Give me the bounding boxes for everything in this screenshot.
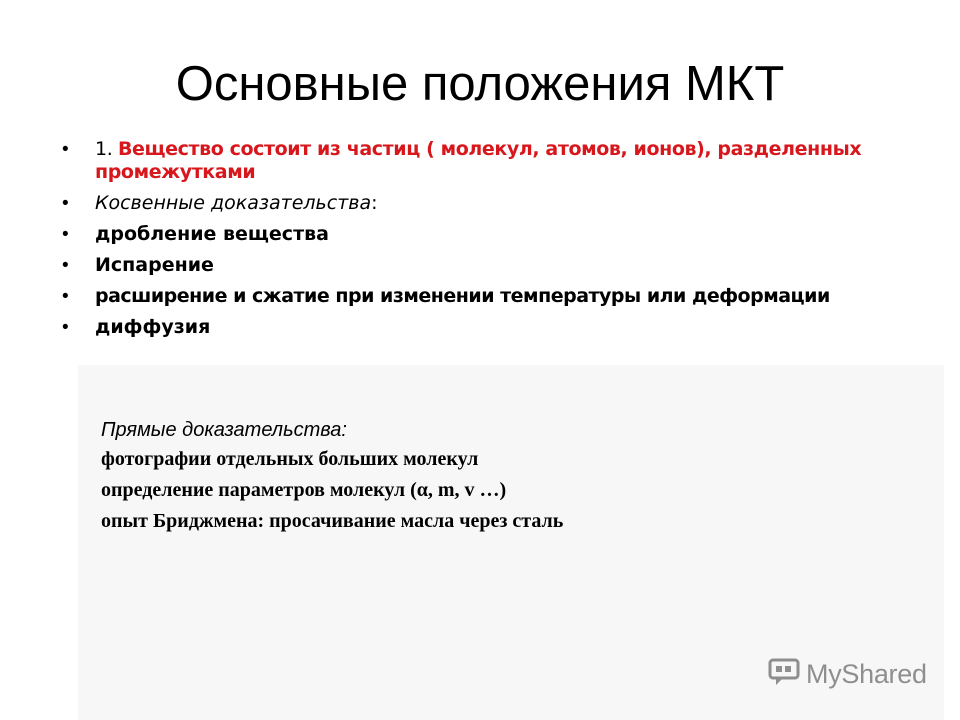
- list-item: [62, 192, 922, 215]
- item-text-highlight: Вещество состоит из частиц ( молекул, атомов, ионов), разделенных промежутками: [95, 138, 862, 183]
- direct-evidence-heading: [101, 416, 921, 444]
- direct-evidence-line: определение параметров молекул (α, m, v …): [101, 479, 507, 501]
- watermark: [768, 657, 927, 692]
- item-suffix: :: [371, 192, 378, 214]
- bullet-list: [62, 138, 922, 347]
- bullet-icon: •: [62, 224, 69, 245]
- item-number: 1.: [95, 138, 118, 160]
- direct-evidence-line: фотографии отдельных больших молекул: [101, 448, 479, 470]
- myshared-logo-icon: [768, 657, 802, 692]
- heading-text: Прямые доказательства: [101, 419, 342, 441]
- direct-evidence-line: опыт Бриджмена: просачивание масла через сталь: [101, 510, 564, 532]
- bullet-icon: •: [62, 255, 69, 276]
- item-text: Испарение: [95, 254, 214, 276]
- item-text: Косвенные доказательства: [95, 192, 372, 214]
- bullet-icon: •: [62, 139, 69, 160]
- list-item: [62, 316, 922, 339]
- bullet-icon: •: [62, 193, 69, 214]
- list-item: [62, 138, 922, 184]
- item-text: расширение и сжатие при изменении температуры или деформации: [95, 285, 830, 307]
- bullet-icon: •: [62, 286, 69, 307]
- watermark-text: MyShared: [806, 659, 927, 689]
- list-item: [62, 285, 922, 308]
- item-text: диффузия: [95, 316, 211, 338]
- list-item: [62, 254, 922, 277]
- item-text: дробление вещества: [95, 223, 329, 245]
- list-item: [62, 223, 922, 246]
- direct-evidence-block: [101, 416, 921, 537]
- heading-suffix: :: [341, 419, 347, 441]
- slide-title: Основные положения МКТ: [175, 57, 785, 111]
- bullet-icon: •: [62, 317, 69, 338]
